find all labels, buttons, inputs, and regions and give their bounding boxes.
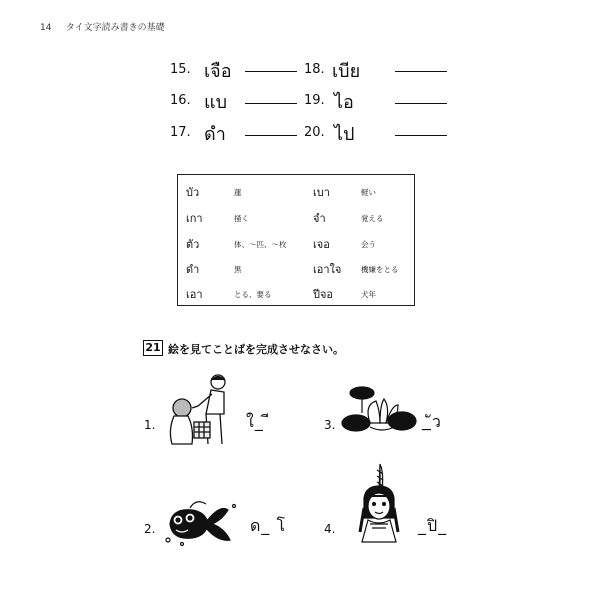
native-with-feather-picture xyxy=(352,462,406,552)
answer-fill-in: _ัว xyxy=(422,412,442,431)
vocab-thai: จำ xyxy=(313,212,326,225)
vocab-japanese: 機嫌をとる xyxy=(361,265,399,274)
vocab-thai: เจอ xyxy=(313,238,330,251)
exercise-list xyxy=(0,0,600,160)
vocab-japanese: 黒 xyxy=(234,265,242,274)
question-number: 2. xyxy=(144,522,156,536)
exercise-word: แบ xyxy=(204,92,228,113)
vocabulary-box xyxy=(177,174,415,306)
vocab-thai: ดำ xyxy=(186,263,200,276)
vocab-japanese: 犬年 xyxy=(361,290,376,299)
section-number: 21 xyxy=(143,340,163,356)
person-scratching-back-picture xyxy=(162,372,240,450)
exercise-number: 18. xyxy=(304,62,325,77)
vocab-thai: เบา xyxy=(313,186,330,199)
vocab-thai: บัว xyxy=(186,186,200,199)
answer-fill-in: _ปิ_ xyxy=(418,516,448,535)
section-instruction: 絵を見てことばを完成させなさい。 xyxy=(168,343,344,356)
running-title: タイ文字読み書きの基礎 xyxy=(65,23,165,33)
vocab-japanese: とる、要る xyxy=(234,290,272,299)
lotus-picture xyxy=(340,383,420,438)
exercise-number: 17. xyxy=(170,125,191,140)
vocab-thai: ตัว xyxy=(186,238,200,251)
vocab-japanese: 軽い xyxy=(361,188,376,197)
question-number: 3. xyxy=(324,418,336,432)
answer-blank[interactable] xyxy=(395,71,447,72)
vocab-thai: ปีจอ xyxy=(313,288,334,301)
vocab-thai: เกา xyxy=(186,212,203,225)
answer-blank[interactable] xyxy=(395,103,447,104)
vocab-thai: เอาใจ xyxy=(313,263,342,276)
vocab-japanese: 会う xyxy=(361,240,376,249)
exercise-number: 16. xyxy=(170,93,191,108)
exercise-number: 15. xyxy=(170,62,191,77)
answer-fill-in: ด_ โ xyxy=(250,516,287,535)
exercise-word: ดำ xyxy=(204,124,226,145)
answer-blank[interactable] xyxy=(245,103,297,104)
vocab-japanese: 体、～匹、～枚 xyxy=(234,240,287,249)
answer-blank[interactable] xyxy=(395,135,447,136)
exercise-number: 19. xyxy=(304,93,325,108)
exercise-word: ไป xyxy=(334,124,355,145)
vocab-japanese: 蓮 xyxy=(234,188,242,197)
answer-fill-in: ใ_ ี xyxy=(246,412,271,431)
vocab-thai: เอา xyxy=(186,288,203,301)
exercise-word: เบีย xyxy=(332,61,361,82)
vocab-japanese: 掻く xyxy=(234,214,249,223)
exercise-word: เจือ xyxy=(204,61,232,82)
question-number: 4. xyxy=(324,522,336,536)
goldfish-picture xyxy=(162,498,238,548)
question-number: 1. xyxy=(144,418,156,432)
answer-blank[interactable] xyxy=(245,135,297,136)
vocab-japanese: 覚える xyxy=(361,214,384,223)
exercise-number: 20. xyxy=(304,125,325,140)
exercise-word: ไอ xyxy=(334,92,354,113)
answer-blank[interactable] xyxy=(245,71,297,72)
page-number: 14 xyxy=(40,23,52,33)
